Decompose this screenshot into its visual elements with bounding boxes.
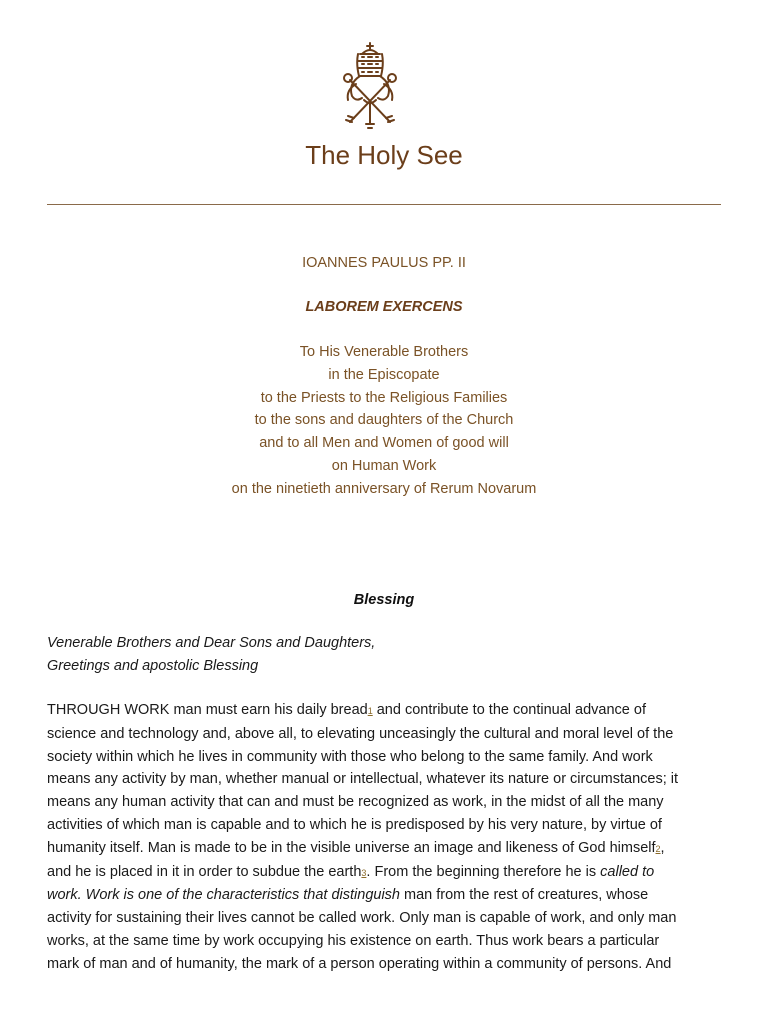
papal-keys-tiara-icon[interactable] [338,40,402,132]
footnote-link-2[interactable]: 2 [655,843,661,854]
addressee-line: on the ninetieth anniversary of Rerum Novarum [231,480,537,497]
emphasis-run: work. Work is one of the characteristics that distinguish [47,887,400,904]
footnote-link-1[interactable]: 1 [367,706,373,716]
footnote-link-3[interactable]: 3 [361,867,367,878]
addressee-line: To His Venerable Brothers [299,344,469,360]
greeting-block [47,632,721,678]
paragraph-line [47,884,725,907]
paragraph-line [47,699,725,723]
paragraph-line: works, at the same time by work occupying his existence on earth. Thus work bears a particular [47,932,660,949]
addressee-line: in the Episcopate [328,366,440,383]
text-run: humanity itself. Man is made to be in the visible universe an image and likeness of God himself [47,839,656,856]
addressee-line: to the sons and daughters of the Church [254,412,514,429]
text-run: . From the beginning therefore he is [366,863,601,880]
paragraph-line: society within which he lives in community with those who belong to the same family. And work [47,748,653,765]
paragraph-line: means any human activity that can and must be recognized as work, in the midst of all the many [47,794,664,811]
document-author: IOANNES PAULUS PP. II [302,255,466,271]
greeting-line: Venerable Brothers and Dear Sons and Daughters, [47,635,376,651]
header-divider [47,204,721,205]
paragraph-line: mark of man and of humanity, the mark of a person operating within a community of persons. And [47,955,672,972]
text-run: and he is placed in it in order to subdue the earth [47,863,362,880]
document-title: LABOREM EXERCENS [305,299,463,315]
addressee-line: and to all Men and Women of good will [259,435,509,452]
site-title[interactable]: The Holy See [305,140,463,170]
paragraph-line [47,837,725,861]
paragraph-line: means any activity by man, whether manual or intellectual, whatever its nature or circumstances; it [47,771,679,788]
greeting-line: Greetings and apostolic Blessing [47,657,259,674]
text-run: man from the rest of creatures, whose [399,887,649,904]
paragraph-line [47,861,725,885]
paragraph-line: activities of which man is capable and to which he is predisposed by his very nature, by virtue of [47,816,662,833]
addressee-line: to the Priests to the Religious Families [260,389,508,406]
text-run: , [660,839,665,856]
paragraph-line: activity for sustaining their lives cannot be called work. Only man is capable of work, and only man [47,910,677,927]
addressee-line: on Human Work [331,457,437,474]
section-heading: Blessing [353,592,415,608]
paragraph-line: science and technology and, above all, to elevating unceasingly the cultural and moral level of the [47,725,674,742]
text-run: THROUGH WORK man must earn his daily bread [47,702,368,718]
text-run: and contribute to the continual advance of [372,702,646,718]
emphasis-run: called to [600,863,655,880]
body-paragraph [47,699,725,976]
addressee-block [0,341,768,501]
